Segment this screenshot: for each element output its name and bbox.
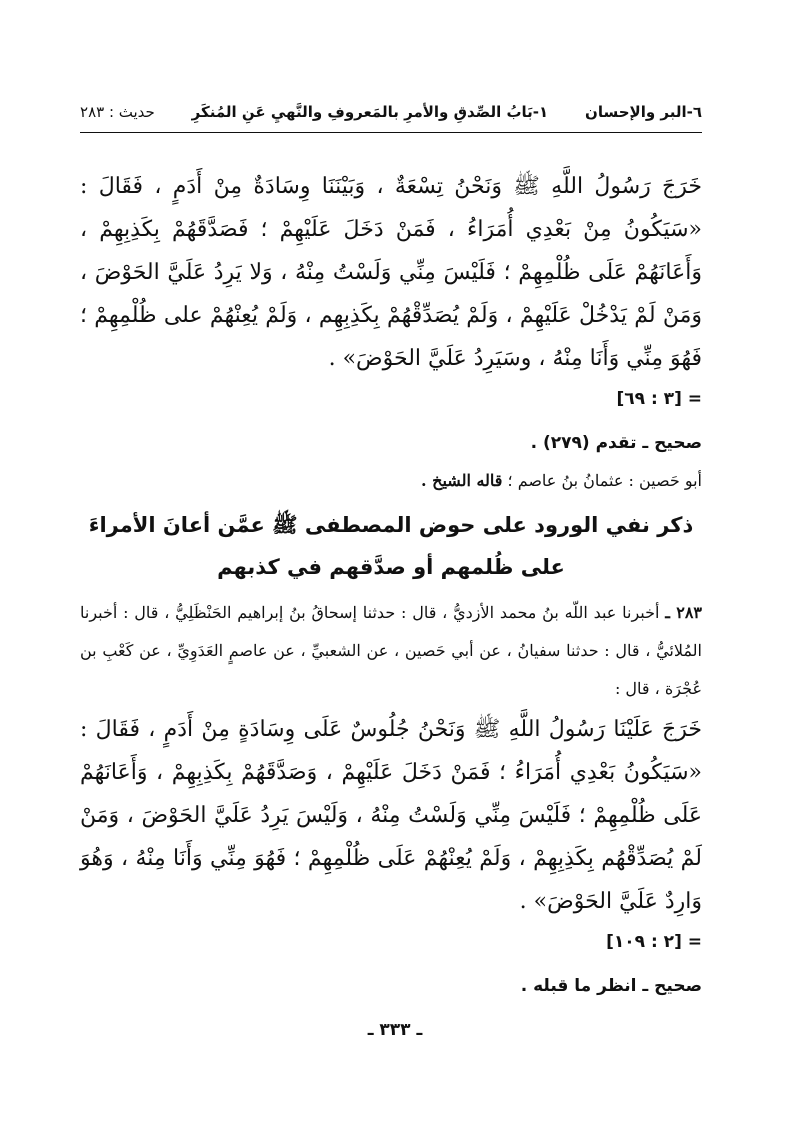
narrator-note-text: أبو حَصين : عثمانُ بنُ عاصم ؛ (502, 471, 702, 490)
hadith-number-label: حديث : ٢٨٣ (80, 103, 155, 121)
hadith-isnad-283 (80, 594, 702, 708)
chapter-heading-line-2: على ظُلمهم أو صدَّقهم في كذبهم (217, 555, 565, 579)
hadith-grade-282: صحيح ـ تقدم (٢٧٩) . (530, 433, 702, 453)
hadith-text-283: خَرَجَ عَلَيْنَا رَسُولُ اللَّهِ ﷺ وَنَحْنُ جُلُوسٌ عَلَى وِسَادَةٍ مِنْ أَدَمٍ ، فَقَالَ : «سَيَكُونُ بَعْدِي أُمَرَاءُ ؛ فَمَنْ دَخَلَ عَلَيْهِمْ ، وَصَدَّقَهُمْ بِكَذِبِهِمْ ، وَأَعَانَهُمْ عَلَى ظُلْمِهِمْ ؛ فَلَيْسَ مِنِّي وَلَسْتُ مِنْهُ ، وَلَيْسَ يَرِدُ عَلَيَّ الحَوْضَ ، وَمَنْ لَمْ يُصَدِّقْهُم بِكَذِبِهِمْ ، وَلَمْ يُعِنْهُمْ عَلَى ظُلْمِهِمْ ؛ فَهُوَ مِنِّي وَأَنَا مِنْهُ ، وَهُوَ وَارِدٌ عَلَيَّ الحَوْضَ» . (80, 717, 702, 914)
chapter-running-title: ١-بَابُ الصِّدقِ والأمرِ بالمَعروفِ والنَّهيِ عَنِ المُنكَرِ (191, 103, 549, 121)
page-number: ـ ٣٣٣ ـ (367, 1020, 423, 1040)
hadith-grade-283: صحيح ـ انظر ما قبله . (520, 976, 702, 996)
hadith-reference-282: = [٣ : ٦٩] (616, 389, 702, 409)
book-section-title: ٦-البر والإحسان (585, 103, 702, 121)
narrator-note-attribution: قاله الشيخ . (421, 471, 503, 490)
page-content (80, 165, 702, 1001)
hadith-text-282: خَرَجَ رَسُولُ اللَّهِ ﷺ وَنَحْنُ تِسْعَةٌ ، وَبَيْنَنَا وِسَادَةٌ مِنْ أَدَمٍ ، فَقَالَ : «سَيَكُونُ مِنْ بَعْدِي أُمَرَاءُ ، فَمَنْ دَخَلَ عَلَيْهِمْ ؛ فَصَدَّقَهُمْ بِكَذِبِهِمْ ، وَأَعَانَهُمْ عَلَى ظُلْمِهِمْ ؛ فَلَيْسَ مِنِّي وَلَسْتُ مِنْهُ ، وَلا يَرِدُ عَلَيَّ الحَوْضَ ، وَمَنْ لَمْ يَدْخُلْ عَلَيْهِمْ ، وَلَمْ يُصَدِّقْهُمْ بِكَذِبِهِم ، وَلَمْ يُعِنْهُمْ على ظُلْمِهِمْ ؛ فَهُوَ مِنِّي وَأَنَا مِنْهُ ، وسَيَرِدُ عَلَيَّ الحَوْضَ» . (80, 174, 702, 371)
running-header (80, 92, 702, 133)
hadith-number-283: ٢٨٣ ـ (665, 603, 702, 622)
chapter-heading (80, 504, 702, 588)
narrator-note (80, 466, 702, 496)
isnad-text: أخبرنا عبد اللّه بنُ محمد الأزديُّ ، قال : حدثنا إسحاقُ بنُ إبراهيم الحَنْظَلِيُّ ، قال : أخبرنا المُلائيُّ ، قال : حدثنا سفيانُ ، عن أبي حَصين ، عن الشعبيِّ ، عن عاصمٍ العَدَوِيِّ ، عن كَعْبِ بن عُجْرَة ، قال : (80, 603, 703, 698)
hadith-reference-283: = [٢ : ١٠٩] (606, 932, 702, 952)
chapter-heading-line-1: ذكر نفي الورود على حوض المصطفى ﷺ عمَّن أعانَ الأمراءَ (88, 513, 694, 537)
